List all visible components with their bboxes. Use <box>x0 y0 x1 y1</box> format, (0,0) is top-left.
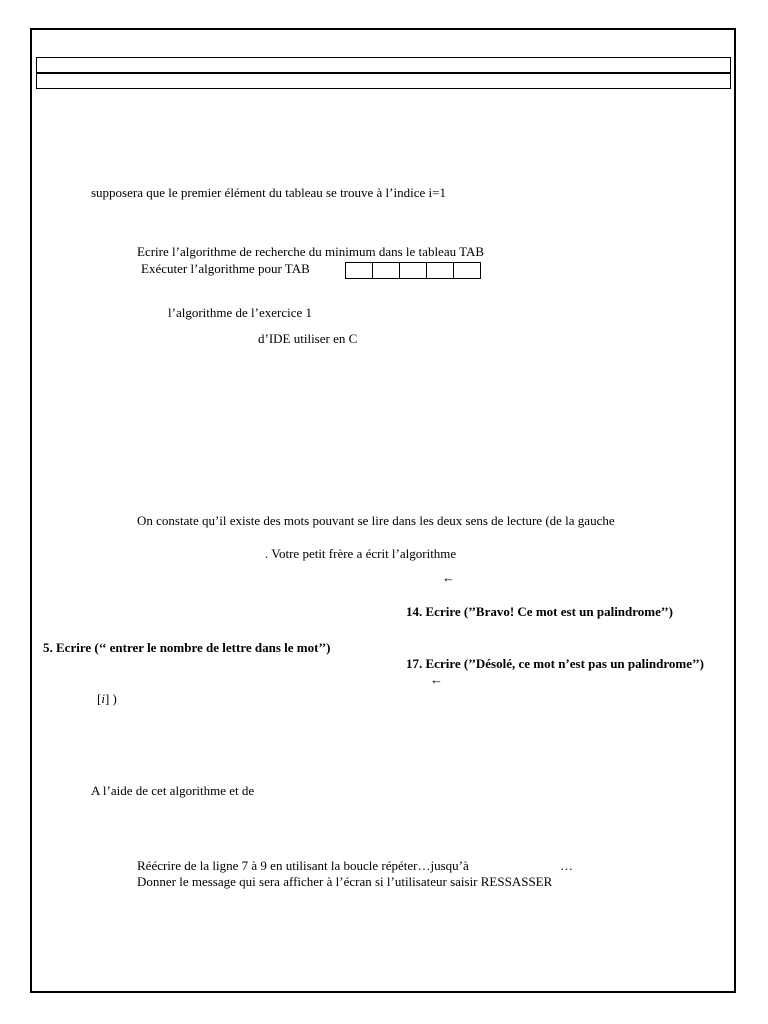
tab-cell <box>372 262 400 279</box>
page-border <box>30 28 736 993</box>
tab-cell <box>399 262 427 279</box>
ellipsis-text: … <box>560 858 573 873</box>
tab-cell <box>345 262 373 279</box>
index-variable: i <box>101 691 105 706</box>
exercice-text: l’algorithme de l’exercice 1 <box>168 305 313 320</box>
line-17-text: 17. Ecrire (’’Désolé, ce mot n’est pas un palindrome’’) <box>406 656 704 671</box>
ecrire-algo-text: Ecrire l’algorithme de recherche du minimum dans le tableau TAB <box>137 244 485 259</box>
line-5-text: 5. Ecrire (‘‘ entrer le nombre de lettre dans le mot’’) <box>43 640 331 655</box>
left-arrow-icon: ← <box>442 570 455 585</box>
donner-text: Donner le message qui sera afficher à l’écran si l’utilisateur saisir RESSASSER <box>137 874 553 889</box>
votre-frere-text: . Votre petit frère a écrit l’algorithme <box>265 546 457 561</box>
tab-array-cells <box>345 262 481 279</box>
index-close-bracket: ] ) <box>104 691 117 706</box>
header-table-row-1 <box>36 57 731 73</box>
index-expression <box>97 691 117 707</box>
indice-text: supposera que le premier élément du tableau se trouve à l’indice i=1 <box>91 185 446 200</box>
header-table-row-2 <box>36 73 731 89</box>
tab-cell <box>426 262 454 279</box>
aide-text: A l’aide de cet algorithme et de <box>91 783 255 798</box>
line-14-text: 14. Ecrire (’’Bravo! Ce mot est un palindrome’’) <box>406 604 673 619</box>
ide-text: d’IDE utiliser en C <box>258 331 358 346</box>
reecrire-text: Réécrire de la ligne 7 à 9 en utilisant la boucle répéter…jusqu’à <box>137 858 469 873</box>
constate-text: On constate qu’il existe des mots pouvant se lire dans les deux sens de lecture (de la gauche <box>137 513 615 528</box>
executer-text: Exécuter l’algorithme pour TAB <box>141 261 310 276</box>
index-open-bracket: [ <box>97 691 102 706</box>
tab-cell <box>453 262 481 279</box>
left-arrow-icon: ← <box>430 672 443 687</box>
